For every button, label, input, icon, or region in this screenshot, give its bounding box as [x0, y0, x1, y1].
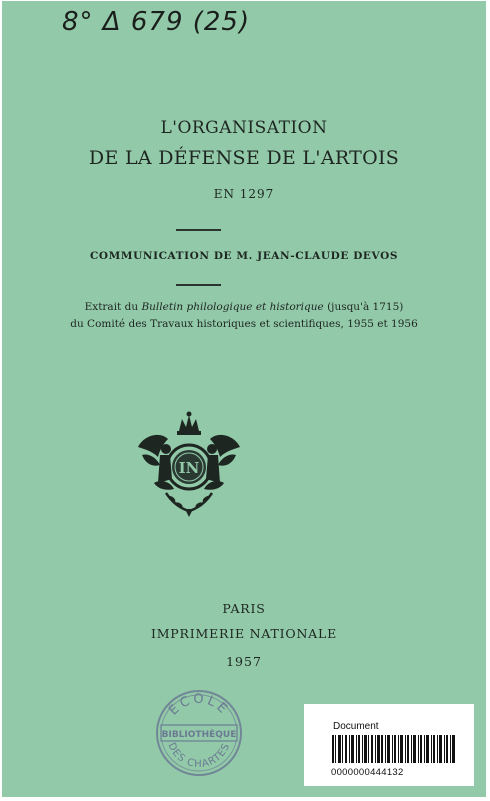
extract-line-2: du Comité des Travaux historiques et scientifiques, 1955 et 1956	[70, 318, 418, 330]
imprimerie-emblem	[130, 409, 248, 519]
barcode-icon	[332, 735, 456, 763]
barcode-label	[304, 704, 474, 786]
library-stamp	[153, 687, 245, 779]
emblem-monogram: IN	[178, 459, 200, 477]
document-cover	[2, 1, 486, 797]
extract-prefix: Extrait du	[84, 301, 142, 313]
divider-rule-bottom	[176, 284, 221, 286]
divider-rule-top	[176, 229, 221, 231]
title-line-2: DE LA DÉFENSE DE L'ARTOIS	[88, 147, 400, 169]
extract-suffix: (jusqu'à 1715)	[323, 301, 404, 313]
svg-text:DES CHARTES	[165, 741, 232, 770]
stamp-top-text: ÉCOLE	[166, 691, 232, 719]
title-line-1: L'ORGANISATION	[160, 118, 328, 138]
extract-note	[2, 299, 486, 333]
communication-credit: COMMUNICATION DE M. JEAN-CLAUDE DEVOS	[89, 250, 399, 262]
barcode-number: 0000000444132	[331, 767, 404, 778]
barcode-title: Document	[333, 721, 379, 732]
title-line-3: EN 1297	[213, 187, 275, 201]
svg-text:ÉCOLE	[165, 692, 231, 719]
handwritten-shelfmark: 8° Δ 679 (25)	[62, 7, 251, 37]
imprint-year: 1957	[226, 654, 262, 669]
imprint-city: PARIS	[222, 601, 266, 616]
stamp-bottom-text: DES CHARTES	[165, 741, 233, 771]
stamp-center-text: BIBLIOTHÈQUE	[161, 730, 237, 740]
imprint-publisher: IMPRIMERIE NATIONALE	[150, 626, 338, 641]
journal-title: Bulletin philologique et historique	[141, 301, 324, 313]
